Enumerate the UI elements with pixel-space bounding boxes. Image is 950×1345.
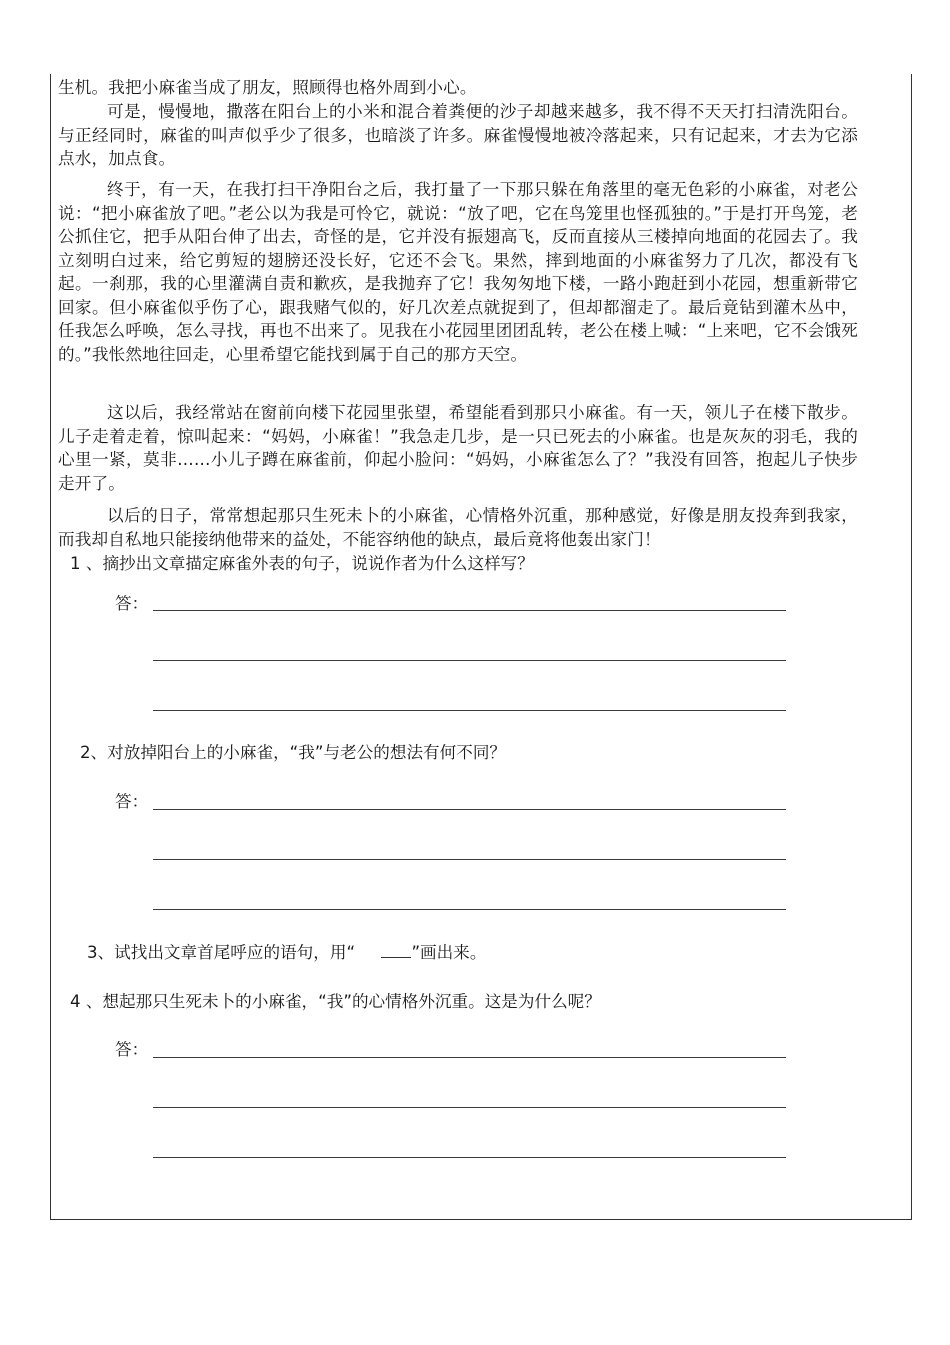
answer-label-1: 答：	[115, 594, 149, 613]
question-3-number: 3、	[87, 943, 115, 962]
answer-line-1b[interactable]	[153, 660, 786, 661]
answer-line-2b[interactable]	[153, 859, 786, 860]
question-4	[70, 991, 601, 1013]
passage-paragraph-5: 以后的日子，常常想起那只生死未卜的小麻雀，心情格外沉重，那种感觉，好像是朋友投奔到我家，而我却自私地只能接纳他带来的益处，不能容纳他的缺点，最后竟将他轰出家门！	[58, 506, 858, 549]
question-1-number: 1 、	[70, 554, 103, 573]
question-2	[80, 742, 506, 764]
answer-line-4b[interactable]	[153, 1107, 786, 1108]
question-2-number: 2、	[80, 743, 108, 762]
question-3-text-before: 试找出文章首尾呼应的语句，用“	[114, 943, 356, 962]
passage-paragraph-1: 生机。我把小麻雀当成了朋友，照顾得也格外周到小心。	[58, 78, 477, 97]
answer-line-1c[interactable]	[153, 710, 786, 711]
answer-line-2c[interactable]	[153, 909, 786, 910]
question-4-text: 想起那只生死未卜的小麻雀，“我”的心情格外沉重。这是为什么呢？	[102, 992, 601, 1011]
answer-label-2: 答：	[115, 792, 149, 811]
answer-label-4: 答：	[115, 1040, 149, 1059]
passage-paragraph-3: 终于，有一天，在我打扫干净阳台之后，我打量了一下那只躲在角落里的毫无色彩的小麻雀，对老公说：“把小麻雀放了吧。”老公以为我是可怜它，就说：“放了吧，它在鸟笼里也怪孤独的。”于是打开鸟笼，老公抓住它，把手从阳台伸了出去，奇怪的是，它并没有振翅高飞，反而直接从三楼掉向地面的花园去了。我立刻明白过来，给它剪短的翅膀还没长好，它还不会飞。果然，摔到地面的小麻雀努力了几次，都没有飞起。一刹那，我的心里灌满自责和歉疚，是我抛弃了它！我匆匆地下楼，一路小跑赶到小花园，想重新带它回家。但小麻雀似乎伤了心，跟我赌气似的，好几次差点就捉到了，但却都溜走了。最后竟钻到灌木丛中，任我怎么呼唤，怎么寻找，再也不出来了。见我在小花园里团团乱转，老公在楼上喊：“上来吧，它不会饿死的。”我怅然地往回走，心里希望它能找到属于自己的那方天空。	[58, 180, 858, 364]
answer-line-1a[interactable]	[153, 610, 786, 611]
passage-paragraph-4: 这以后，我经常站在窗前向楼下花园里张望，希望能看到那只小麻雀。有一天，领儿子在楼下散步。儿子走着走着，惊叫起来：“妈妈，小麻雀！”我急走几步，是一只已死去的小麻雀。也是灰灰的羽毛，我的心里一紧，莫非……小儿子蹲在麻雀前，仰起小脸问：“妈妈，小麻雀怎么了？”我没有回答，抱起儿子快步走开了。	[58, 403, 858, 493]
answer-line-4a[interactable]	[153, 1057, 786, 1058]
question-4-number: 4 、	[70, 992, 103, 1011]
passage-paragraph-2: 可是，慢慢地，撒落在阳台上的小米和混合着粪便的沙子却越来越多，我不得不天天打扫清洗阳台。与正经同时，麻雀的叫声似乎少了很多，也暗淡了许多。麻雀慢慢地被冷落起来，只有记起来，才去为它添点水，加点食。	[58, 102, 858, 168]
answer-line-2a[interactable]	[153, 809, 786, 810]
question-1	[70, 553, 534, 575]
question-3	[87, 942, 486, 964]
answer-line-4c[interactable]	[153, 1157, 786, 1158]
question-1-text: 摘抄出文章描定麻雀外表的句子，说说作者为什么这样写？	[102, 554, 534, 573]
question-2-text: 对放掉阳台上的小麻雀，“我”与老公的想法有何不同？	[107, 743, 507, 762]
question-3-underline-mark	[381, 943, 411, 958]
question-3-text-after: ”画出来。	[411, 943, 487, 962]
